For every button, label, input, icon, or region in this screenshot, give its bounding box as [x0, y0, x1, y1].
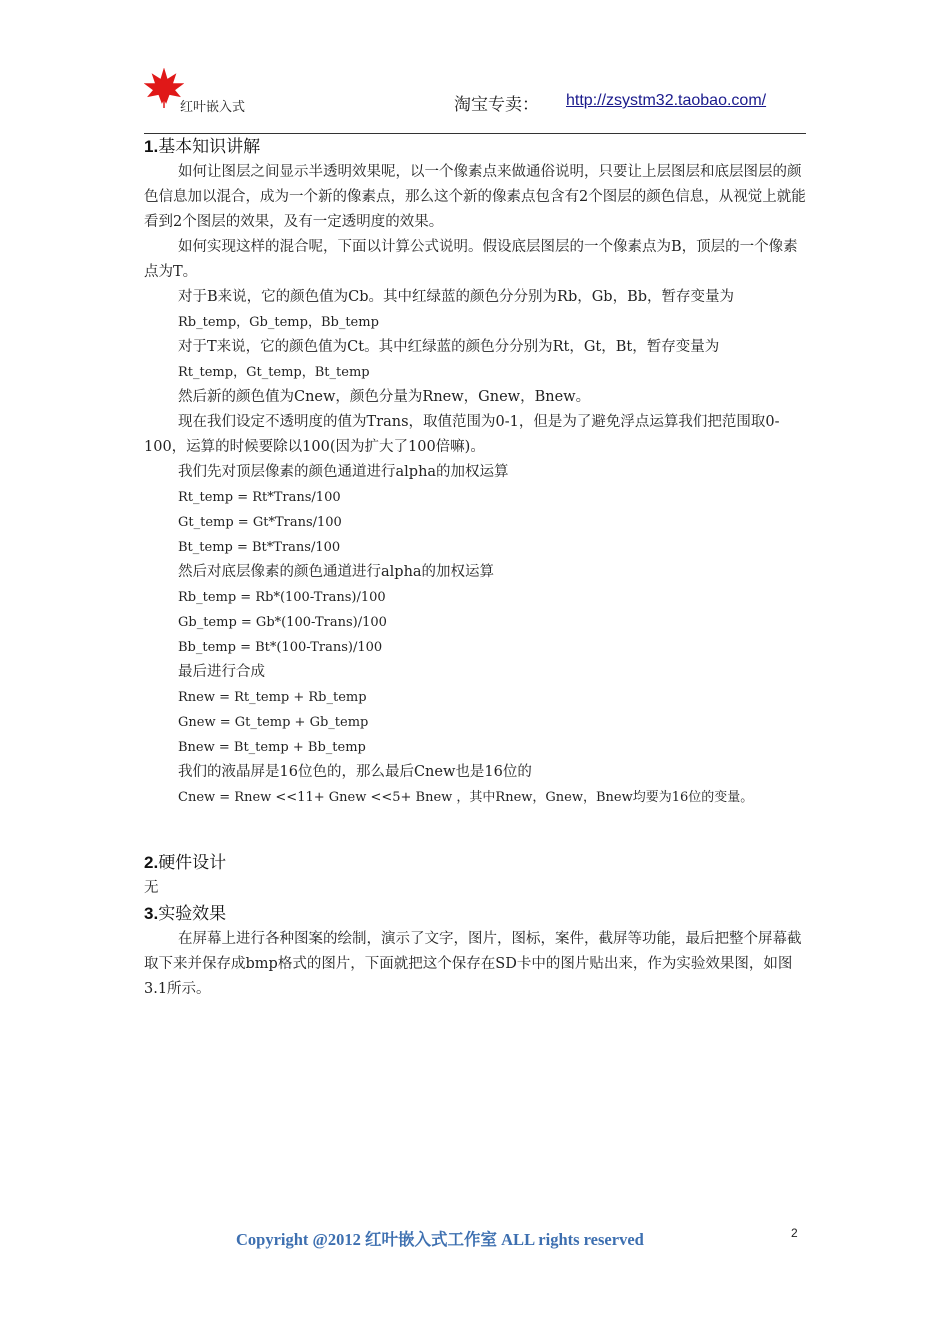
paragraph: 如何让图层之间显示半透明效果呢，以一个像素点来做通俗说明，只要让上层图层和底层图层的颜色信息加以混合，成为一个新的像素点，那么这个新的像素点包含有2个图层的颜色信息，从视觉上就能看到2个图层的效果，及有一定透明度的效果。	[144, 164, 806, 230]
section-heading-3	[144, 901, 806, 927]
formula-line: Gnew = Gt_temp + Gb_temp	[178, 715, 369, 730]
paragraph: 最后进行合成	[178, 664, 265, 680]
formula-line: Rt_temp，Gt_temp，Bt_temp	[178, 365, 370, 380]
formula-line: Rt_temp = Rt*Trans/100	[178, 490, 341, 505]
section-title: 基本知识讲解	[158, 137, 261, 157]
formula-line: Gb_temp = Gb*(100-Trans)/100	[178, 615, 387, 630]
formula-line: Rnew = Rt_temp + Rb_temp	[178, 690, 367, 705]
document-body	[144, 134, 806, 1002]
paragraph: 现在我们设定不透明度的值为Trans，取值范围为0-1，但是为了避免浮点运算我们把范围取0-100，运算的时候要除以100(因为扩大了100倍嘛)。	[144, 414, 780, 455]
paragraph: 在屏幕上进行各种图案的绘制，演示了文字，图片，图标，案件，截屏等功能，最后把整个屏幕截取下来并保存成bmp格式的图片，下面就把这个保存在SD卡中的图片贴出来，作为实验效果图，如图3.1所示。	[144, 931, 802, 997]
shop-link[interactable]: http://zsystm32.taobao.com/	[566, 92, 767, 109]
formula-line: Cnew = Rnew <<11+ Gnew <<5+ Bnew ，其中Rnew，Gnew，Bnew均要为16位的变量。	[178, 790, 754, 805]
paragraph: 对于B来说，它的颜色值为Cb。其中红绿蓝的颜色分分别为Rb，Gb，Bb，暂存变量为	[178, 289, 735, 305]
maple-leaf-logo-icon	[144, 68, 184, 108]
section-heading-2	[144, 850, 806, 876]
paragraph: 我们的液晶屏是16位色的，那么最后Cnew也是16位的	[178, 764, 532, 780]
paragraph: 如何实现这样的混合呢，下面以计算公式说明。假设底层图层的一个像素点为B，顶层的一个像素点为T。	[144, 239, 798, 280]
section-title: 实验效果	[158, 904, 227, 924]
formula-line: Rb_temp，Gb_temp，Bb_temp	[178, 315, 379, 330]
shop-label: 淘宝专卖：	[454, 95, 539, 115]
section-number: 1.	[144, 137, 159, 156]
page-number: 2	[791, 1226, 798, 1240]
section-heading-1	[144, 134, 806, 160]
copyright-footer: Copyright @2012 红叶嵌入式工作室 ALL rights reserved	[236, 1230, 644, 1249]
paragraph: 对于T来说，它的颜色值为Ct。其中红绿蓝的颜色分分别为Rt，Gt，Bt，暂存变量为	[178, 339, 720, 355]
paragraph: 我们先对顶层像素的颜色通道进行alpha的加权运算	[178, 464, 509, 480]
formula-line: Gt_temp = Gt*Trans/100	[178, 515, 342, 530]
formula-line: Bt_temp = Bt*Trans/100	[178, 540, 341, 555]
section-number: 3.	[144, 904, 159, 923]
page-header	[144, 62, 806, 134]
formula-line: Rb_temp = Rb*(100-Trans)/100	[178, 590, 386, 605]
section-title: 硬件设计	[158, 853, 227, 873]
formula-line: Bb_temp = Bt*(100-Trans)/100	[178, 640, 383, 655]
paragraph: 然后新的颜色值为Cnew，颜色分量为Rnew，Gnew，Bnew。	[178, 389, 591, 405]
paragraph: 然后对底层像素的颜色通道进行alpha的加权运算	[178, 564, 495, 580]
paragraph: 无	[144, 880, 159, 896]
brand-name: 红叶嵌入式	[180, 100, 246, 115]
formula-line: Bnew = Bt_temp + Bb_temp	[178, 740, 366, 755]
section-number: 2.	[144, 853, 159, 872]
